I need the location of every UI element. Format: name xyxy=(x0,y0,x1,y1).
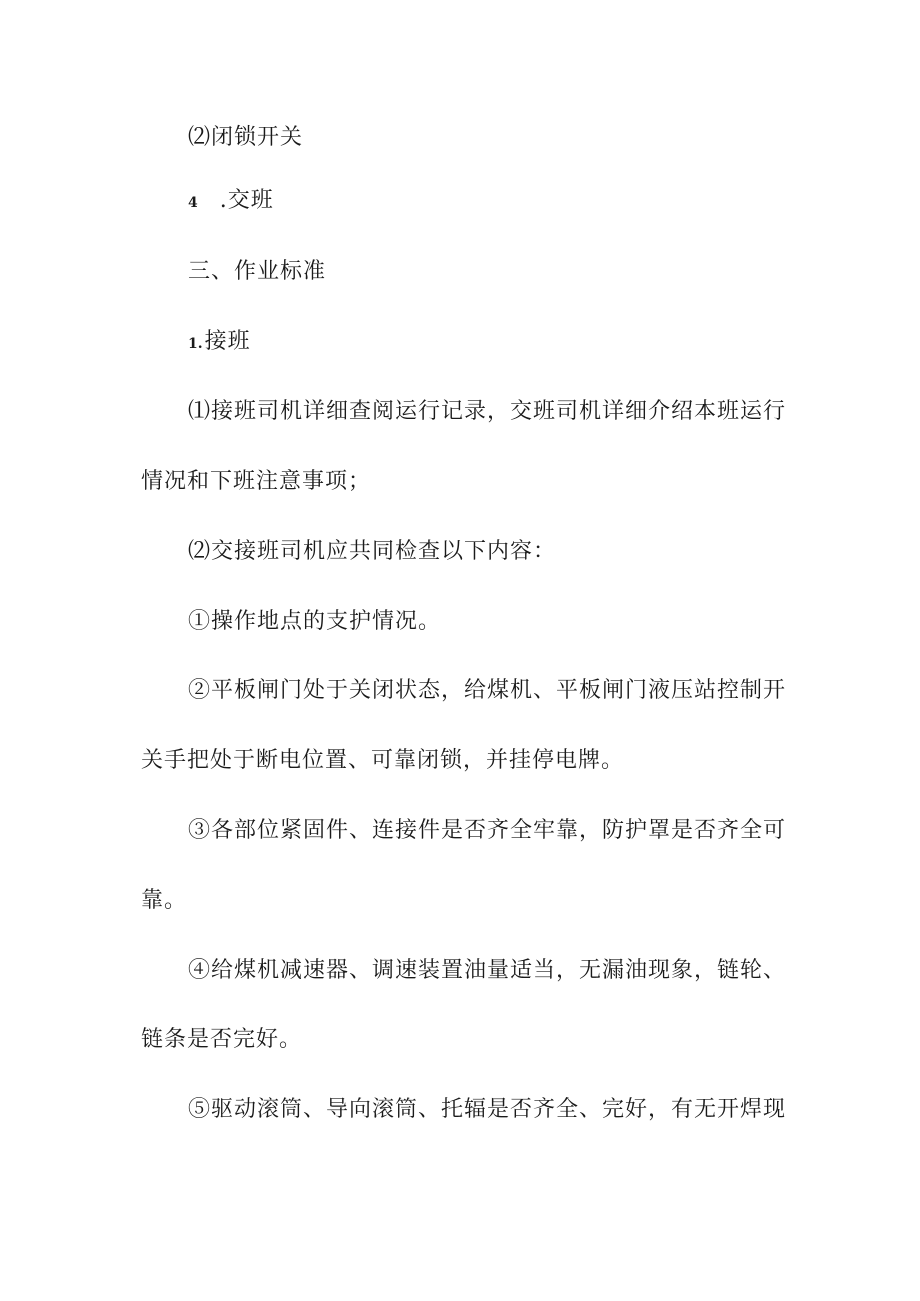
heading-work-standard xyxy=(188,257,326,287)
check-item-5-line-1: ⑤驱动滚筒、导向滚筒、托辐是否齐全、完好，有无开焊现 xyxy=(188,1097,787,1122)
section-handover-title: .交班 xyxy=(219,188,274,213)
paragraph-1-line-1: ⑴接班司机详细查阅运行记录，交班司机详细介绍本班运行 xyxy=(188,399,787,424)
check-item-3-line-1: ③各部位紧固件、连接件是否齐全牢靠，防护罩是否齐全可 xyxy=(188,818,787,843)
check-item-2-line-1: ②平板闸门处于关闭状态，给煤机、平板闸门液压站控制开 xyxy=(188,678,787,703)
section-handover xyxy=(188,186,274,218)
check-item-4-line-1: ④给煤机减速器、调速装置油量适当，无漏油现象，链轮、 xyxy=(188,958,787,983)
heading-work-standard-text: 三、作业标准 xyxy=(188,259,327,284)
item-lock-switch-text: ⑵闭锁开关 xyxy=(188,125,304,150)
paragraph-2: ⑵交接班司机应共同检查以下内容： xyxy=(188,539,557,564)
check-item-1: ①操作地点的支护情况。 xyxy=(188,609,442,634)
check-item-3-line-2: 靠。 xyxy=(141,888,188,913)
check-item-4-line-2: 链条是否完好。 xyxy=(141,1027,303,1052)
paragraph-1-line-2: 情况和下班注意事项； xyxy=(141,469,372,494)
section-handover-number: 4 xyxy=(188,195,198,211)
item-lock-switch xyxy=(188,123,303,153)
section-takeover xyxy=(188,327,251,359)
check-item-2-line-2: 关手把处于断电位置、可靠闭锁，并挂停电牌。 xyxy=(141,748,625,773)
section-takeover-number: 1. xyxy=(188,336,203,352)
section-takeover-title: 接班 xyxy=(204,329,251,354)
